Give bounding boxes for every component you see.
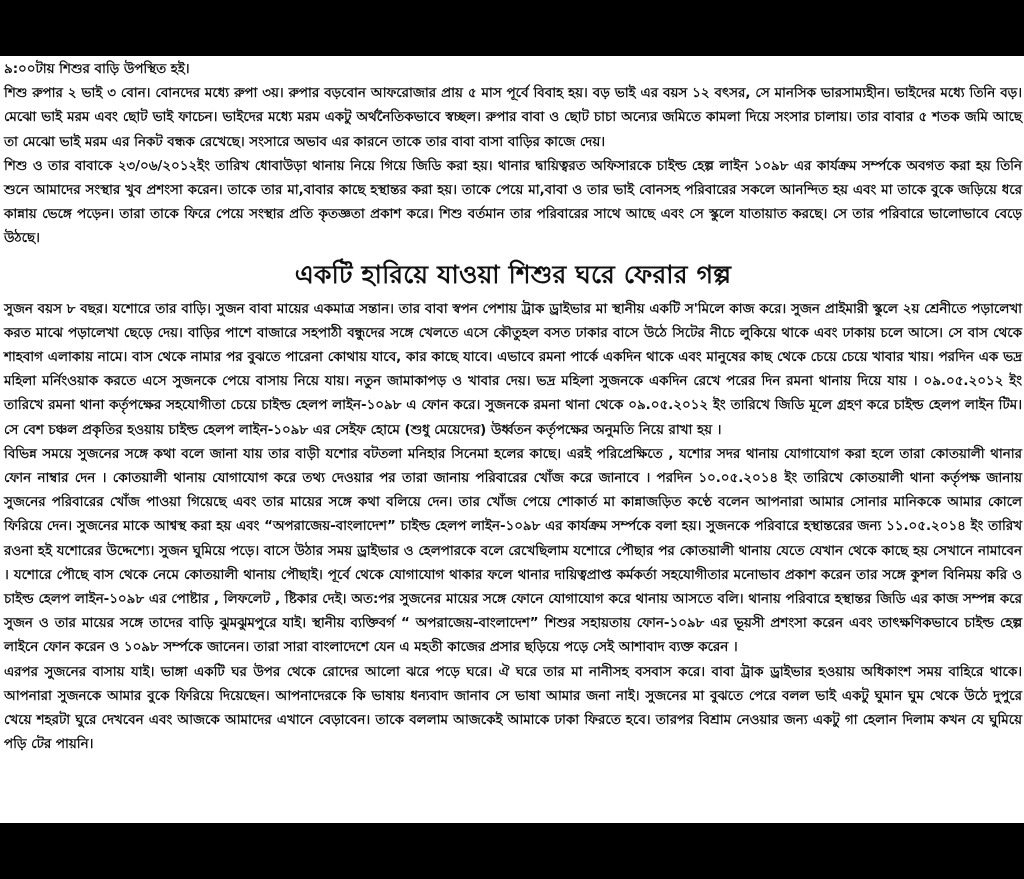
paragraph-rupa-family: শিশু রুপার ২ ভাই ৩ বোন। বোনদের মধ্যে রুপা ৩য়। রুপার বড়বোন আফরোজার প্রায় ৫ মাস পূর্বে বিবাহ হয়। বড় ভাই এর বয়স ১২ বৎসর, সে মানসিক ভারসাম্যহীন। ভাইদের মধ্যে তিনি বড়। মেঝো ভাই মরম এবং ছোট ভাই ফাচেন। ভাইদের মধ্যে মরম একটু অর্থনৈতিকভাবে স্বচ্ছল। রুপার বাবা ও ছোট চাচা অন্যের জমিতে কামলা দিয়ে সংসার চালায়। তার বাবার ৫ শতক জমি আছে তা মেঝো ভাই মরম এর নিকট বন্ধক রেখেছে। সংসারে অভাব এর কারনে তাকে তার বাবা বাসা বাড়ির কাজে দেয়। — [4, 86, 1022, 150]
paragraph-rupa-handover: শিশু ও তার বাবাকে ২৩/০৬/২০১২ইং তারিখ ধোবাউড়া থানায় নিয়ে গিয়ে জিডি করা হয়। থানার দ্বায়িত্বরত অফিসারকে চাইল্ড হেল্প লাইন ১০৯৮ এর কার্যক্রম সর্ম্পকে অবগত করা হয় তিনি শুনে আমাদের সংস্থার খুব প্রশংসা করেন। তাকে তার মা,বাবার কাছে হস্থান্তর করা হয়। তাকে পেয়ে মা,বাবা ও তার ভাই বোনসহ পরিবারের সকলে আনন্দিত হয় এবং মা তাকে বুকে জড়িয়ে ধরে কান্নায় ভেঙ্গে পড়েন। তারা তাকে ফিরে পেয়ে সংস্থার প্রতি কৃতজ্ঞতা প্রকাশ করে। শিশু বর্তমান তার পরিবারের সাথে আছে এবং সে স্কুলে যাতায়াত করছে। সে তার পরিবারে ভালোভাবে বেড়ে উঠছে। — [4, 158, 1022, 247]
paragraph-sujan-intro: সুজন বয়স ৮ বছর। যশোরে তার বাড়ি। সুজন বাবা মায়ের একমাত্র সন্তান। তার বাবা স্বপন পেশায় ট্রাক ড্রাইভার মা স্থানীয় একটি স'মিলে কাজ করে। সুজন প্রাইমারী স্কুলে ২য় শ্রেনীতে পড়ালেখা করত মাঝে পড়ালেখা ছেড়ে দেয়। বাড়ির পাশে বাজারে সহপাঠী বন্ধুদের সঙ্গে খেলতে এসে কৌতুহল বসত ঢাকার বাসে উঠে সিটের নীচে লুকিয়ে থাকে এবং ঢাকায় চলে আসে। সে বাস থেকে শাহবাগ এলাকায় নামে। বাস থেকে নামার পর বুঝতে পারেনা কোথায় যাবে, কার কাছে যাবে। এভাবে রমনা পার্কে একদিন থাকে এবং মানুষের কাছ থেকে চেয়ে চেয়ে খাবার খায়। পরদিন এক ভদ্র মহিলা মর্নিংওয়াক করতে এসে সুজনকে পেয়ে বাসায় নিয়ে যায়। নতুন জামাকাপড় ও খাবার দেয়। ভদ্র মহিলা সুজনকে একদিন রেখে পরের দিন রমনা থানায় দিয়ে যায় । ০৯.০৫.২০১২ ইং তারিখে রমনা থানা কর্তৃপক্ষের সহযোগীতা চেয়ে চাইল্ড হেলপ লাইন-১০৯৮ এ ফোন করে। সুজনকে রমনা থানা থেকে ০৯.০৫.২০১২ ইং তারিখে জিডি মূলে গ্রহণ করে চাইল্ড হেলপ লাইন টিম। সে বেশ চঞ্চল প্রকৃতির হওয়ায় চাইল্ড হেলপ লাইন-১০৯৮ এর সেইফ হোমে (শুধু মেয়েদের) উর্ধ্বতন কর্তৃপক্ষের অনুমতি নিয়ে রাখা হয় । — [4, 301, 1022, 438]
paragraph-arrival-time: ৯:০০টায় শিশুর বাড়ি উপস্থিত হই। — [4, 62, 190, 77]
story-heading: একটি হারিয়ে যাওয়া শিশুর ঘরে ফেরার গল্প — [294, 259, 732, 289]
document-body — [0, 56, 1024, 757]
paragraph-sujan-home: এরপর সুজনের বাসায় যাই। ভাঙ্গা একটি ঘর উপর থেকে রোদের আলো ঝরে পড়ে ঘরে। ঐ ঘরে তার মা নানীসহ বসবাস করে। বাবা ট্রাক ড্রাইভার হওয়ায় অধিকাংশ সময় বাহিরে থাকে। আপনারা সুজনকে আমার বুকে ফিরিয়ে দিয়েছেন। আপনাদেরকে কি ভাষায় ধন্যবাদ জানাব সে ভাষা আমার জনা নাই। সুজনের মা বুঝতে পেরে বলল ভাই একটু ঘুমান ঘুম থেকে উঠে দুপুরে খেয়ে শহরটা ঘুরে দেখবেন এবং আজকে আমাদের এখানে বেড়াবেন। তাকে বললাম আজকেই আমাকে ঢাকা ফিরতে হবে। তারপর বিশ্রাম নেওয়ার জন্য একটু গা হেলান দিলাম কখন যে ঘুমিয়ে পড়ি টের পায়নি। — [4, 664, 1022, 753]
paragraph-sujan-search: বিভিন্ন সময়ে সুজনের সঙ্গে কথা বলে জানা যায় তার বাড়ী যশোর বটতলা মনিহার সিনেমা হলের কাছে। এরই পরিপ্রেক্ষিতে , যশোর সদর থানায় যোগাযোগ করা হলে তারা কোতয়ালী থানার ফোন নাম্বার দেন । কোতয়ালী থানায় যোগাযোগ করে তথ্য দেওয়ার পর তারা জানায় পরিবারের খোঁজ করে জানাবে । পরদিন ১০.০৫.২০১৪ ইং তারিখে কোতয়ালী থানা কর্তৃপক্ষ জানায় সুজনের পরিবারের খোঁজ পাওয়া গিয়েছে এবং তার মায়ের সঙ্গে কথা বলিয়ে দেন। তার খোঁজ পেয়ে শোকার্ত মা কান্নাজড়িত কণ্ঠে বলেন আপনারা আমার সোনার মানিককে আমার কোলে ফিরিয়ে দেন। সুজনের মাকে আশ্বস্থ করা হয় এবং “অপরাজেয়-বাংলাদেশ” চাইল্ড হেলপ লাইন-১০৯৮ এর কার্যক্রম সর্ম্পকে বলা হয়। সুজনকে পরিবারে হস্থান্তরের জন্য ১১.০৫.২০১৪ ইং তারিখ রওনা হই যশোরের উদ্দেশ্যে। সুজন ঘুমিয়ে পড়ে। বাসে উঠার সময় ড্রাইভার ও হেলপারকে বলে রেখেছিলাম যশোরে পৌছার পর কোতয়ালী থানায় যেতে যেখান থেকে কাছে হয় সেখানে নামাবেন । যশোরে পৌছে বাস থেকে নেমে কোতয়ালী থানায় পৌছাই। পূর্বে থেকে যোগাযোগ থাকার ফলে থানার দায়িত্বপ্রাপ্ত কর্মকর্তা সহযোগীতার মনোভাব প্রকাশ করেন তার সঙ্গে কুশল বিনিময় করি ও চাইল্ড হেলপ লাইন-১০৯৮ এর পোষ্টার , লিফলেট , ষ্টিকার দেই। অত:পর সুজনের মায়ের সঙ্গে ফোনে যোগাযোগ করে থানায় আসতে বলি। থানায় পরিবারে হস্থান্তর জিডি এর কাজ সম্পন্ন করে সুজন ও তার মায়ের সঙ্গে তাদের বাড়ি ঝুমঝুমপুরে যাই। স্থানীয় ব্যক্তিবর্গ “ অপরাজেয়-বাংলাদেশ” শিশুর সহায়তায় ফোন-১০৯৮ এর ভূয়সী প্রশংসা করেন এবং তাৎক্ষণিকভাবে চাইল্ড হেল্প লাইনে ফোন করেন ও ১০৯৮ সর্ম্পকে জানেন। তারা সারা বাংলাদেশে যেন এ মহতী কাজের প্রসার ছড়িয়ে পড়ে সেই আশাবাদ ব্যক্ত করেন । — [4, 446, 1022, 656]
document-page — [0, 56, 1024, 823]
